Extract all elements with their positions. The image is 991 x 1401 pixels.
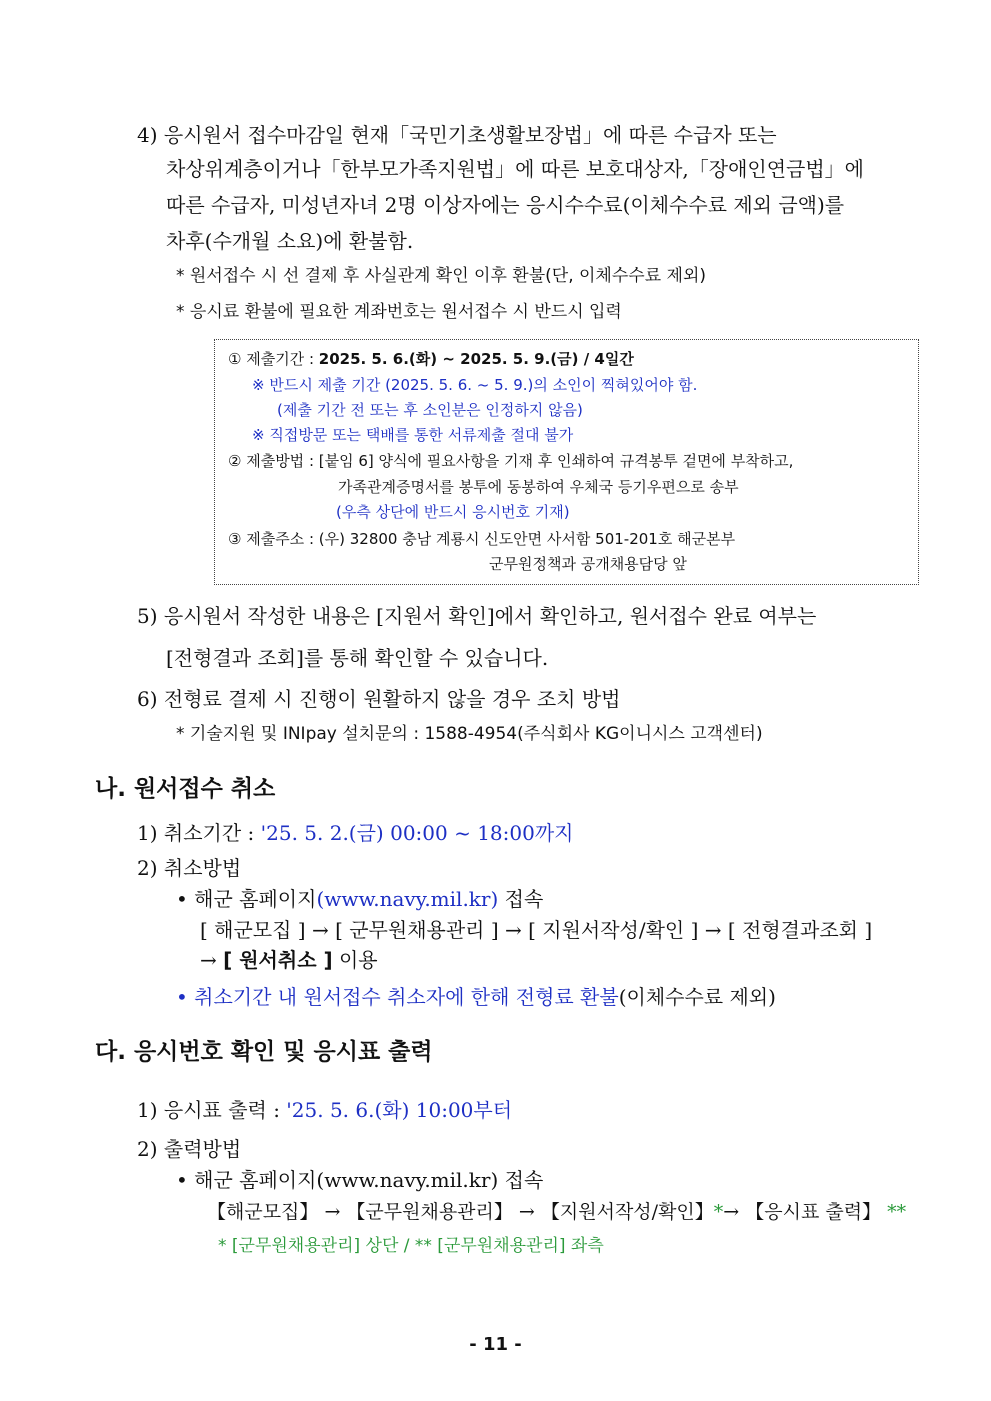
item4-line2: 차상위계층이거나「한부모가족지원법」에 따른 보호대상자,「장애인연금법」에 [166, 157, 864, 181]
homepage-url: (www.navy.mil.kr) [316, 887, 499, 911]
box-method-line1: ② 제출방법 : [붙임 6] 양식에 필요사항을 기재 후 인쇄하여 규격봉투 겉면에 부착하고, [228, 452, 794, 470]
box-address-line1: ③ 제출주소 : (우) 32800 충남 계룡시 신도안면 사서함 501-201호 해군본부 [228, 530, 736, 548]
homepage-post: 접속 [498, 887, 544, 911]
item4-line3: 따른 수급자, 미성년자녀 2명 이상자에는 응시수수료(이체수수료 제외 금액)를 [166, 193, 845, 217]
cancel-period-value: '25. 5. 2.(금) 00:00 ~ 18:00까지 [260, 821, 574, 845]
box-period-note3: ※ 직접방문 또는 택배를 통한 서류제출 절대 불가 [252, 426, 574, 444]
item4-line4: 차후(수개월 소요)에 환불함. [166, 229, 414, 253]
cancel-path-bold: [ 원서취소 ] [223, 948, 333, 972]
box-period-note2: (제출 기간 전 또는 후 소인분은 인정하지 않음) [277, 401, 583, 419]
box-period-value: 2025. 5. 6.(화) ~ 2025. 5. 9.(금) / 4일간 [318, 350, 634, 368]
item6-line1: 6) 전형료 결제 시 진행이 원활하지 않을 경우 조치 방법 [137, 687, 621, 711]
refund-note: 취소기간 내 원서접수 취소자에 한해 전형료 환불 [194, 985, 619, 1009]
section-da-bullet1: • 해군 홈페이지(www.navy.mil.kr) 접속 [176, 1168, 544, 1192]
cancel-path-line1: [ 해군모집 ] → [ 군무원채용관리 ] → [ 지원서작성/확인 ] → [ 전형결과조회 ] [200, 918, 873, 942]
section-na-item2: 2) 취소방법 [137, 856, 242, 880]
ticket-footnote: * [군무원채용관리] 상단 / ** [군무원채용관리] 좌측 [218, 1236, 604, 1256]
section-da-item2: 2) 출력방법 [137, 1137, 242, 1161]
box-method-line2: 가족관계증명서를 봉투에 동봉하여 우체국 등기우편으로 송부 [338, 478, 739, 496]
section-da-item1 [137, 1097, 512, 1123]
ticket-path-pre: 【해군모집】 → 【군무원채용관리】 → 【지원서작성/확인】 [207, 1201, 714, 1223]
ticket-print-label: 1) 응시표 출력 : [137, 1098, 287, 1122]
ticket-path [207, 1199, 906, 1225]
ticket-path-star2: ** [881, 1201, 907, 1223]
page-number: - 11 - [469, 1334, 522, 1355]
cancel-period-label: 1) 취소기간 : [137, 821, 261, 845]
item4-note2: * 응시료 환불에 필요한 계좌번호는 원서접수 시 반드시 입력 [176, 302, 622, 322]
ticket-path-star1: * [713, 1201, 724, 1223]
item6-note: * 기술지원 및 INIpay 설치문의 : 1588-4954(주식회사 KG이니시스 고객센터) [176, 724, 763, 744]
box-period-label: ① 제출기간 : [228, 350, 319, 368]
refund-bullet: • [176, 985, 195, 1009]
item5-line2: [전형결과 조회]를 통해 확인할 수 있습니다. [166, 646, 549, 670]
cancel-path-line2 [200, 947, 378, 973]
section-da-heading: 다. 응시번호 확인 및 응시표 출력 [95, 1039, 433, 1065]
section-na-bullet1 [176, 886, 543, 912]
item4-line1: 4) 응시원서 접수마감일 현재「국민기초생활보장법」에 따른 수급자 또는 [137, 123, 777, 147]
homepage-label: • 해군 홈페이지 [176, 887, 317, 911]
item4-note1: * 원서접수 시 선 결제 후 사실관계 확인 이후 환불(단, 이체수수료 제외) [176, 266, 707, 286]
section-na-heading: 나. 원서접수 취소 [95, 776, 276, 802]
section-na-item1 [137, 820, 573, 846]
refund-post: (이체수수료 제외) [618, 985, 776, 1009]
box-method-note: (우측 상단에 반드시 응시번호 기재) [336, 503, 570, 521]
ticket-path-mid: → 【응시표 출력】 [723, 1201, 882, 1223]
box-period-note1: ※ 반드시 제출 기간 (2025. 5. 6. ~ 5. 9.)의 소인이 찍혀있어야 함. [252, 376, 698, 394]
section-na-bullet2 [176, 984, 776, 1010]
cancel-path-arrow: → [200, 948, 224, 972]
ticket-print-value: '25. 5. 6.(화) 10:00부터 [286, 1098, 513, 1122]
cancel-path-post: 이용 [332, 948, 378, 972]
box-period-line [228, 349, 634, 369]
box-address-line2: 군무원정책과 공개채용담당 앞 [489, 555, 687, 573]
item5-line1: 5) 응시원서 작성한 내용은 [지원서 확인]에서 확인하고, 원서접수 완료 여부는 [137, 604, 817, 628]
